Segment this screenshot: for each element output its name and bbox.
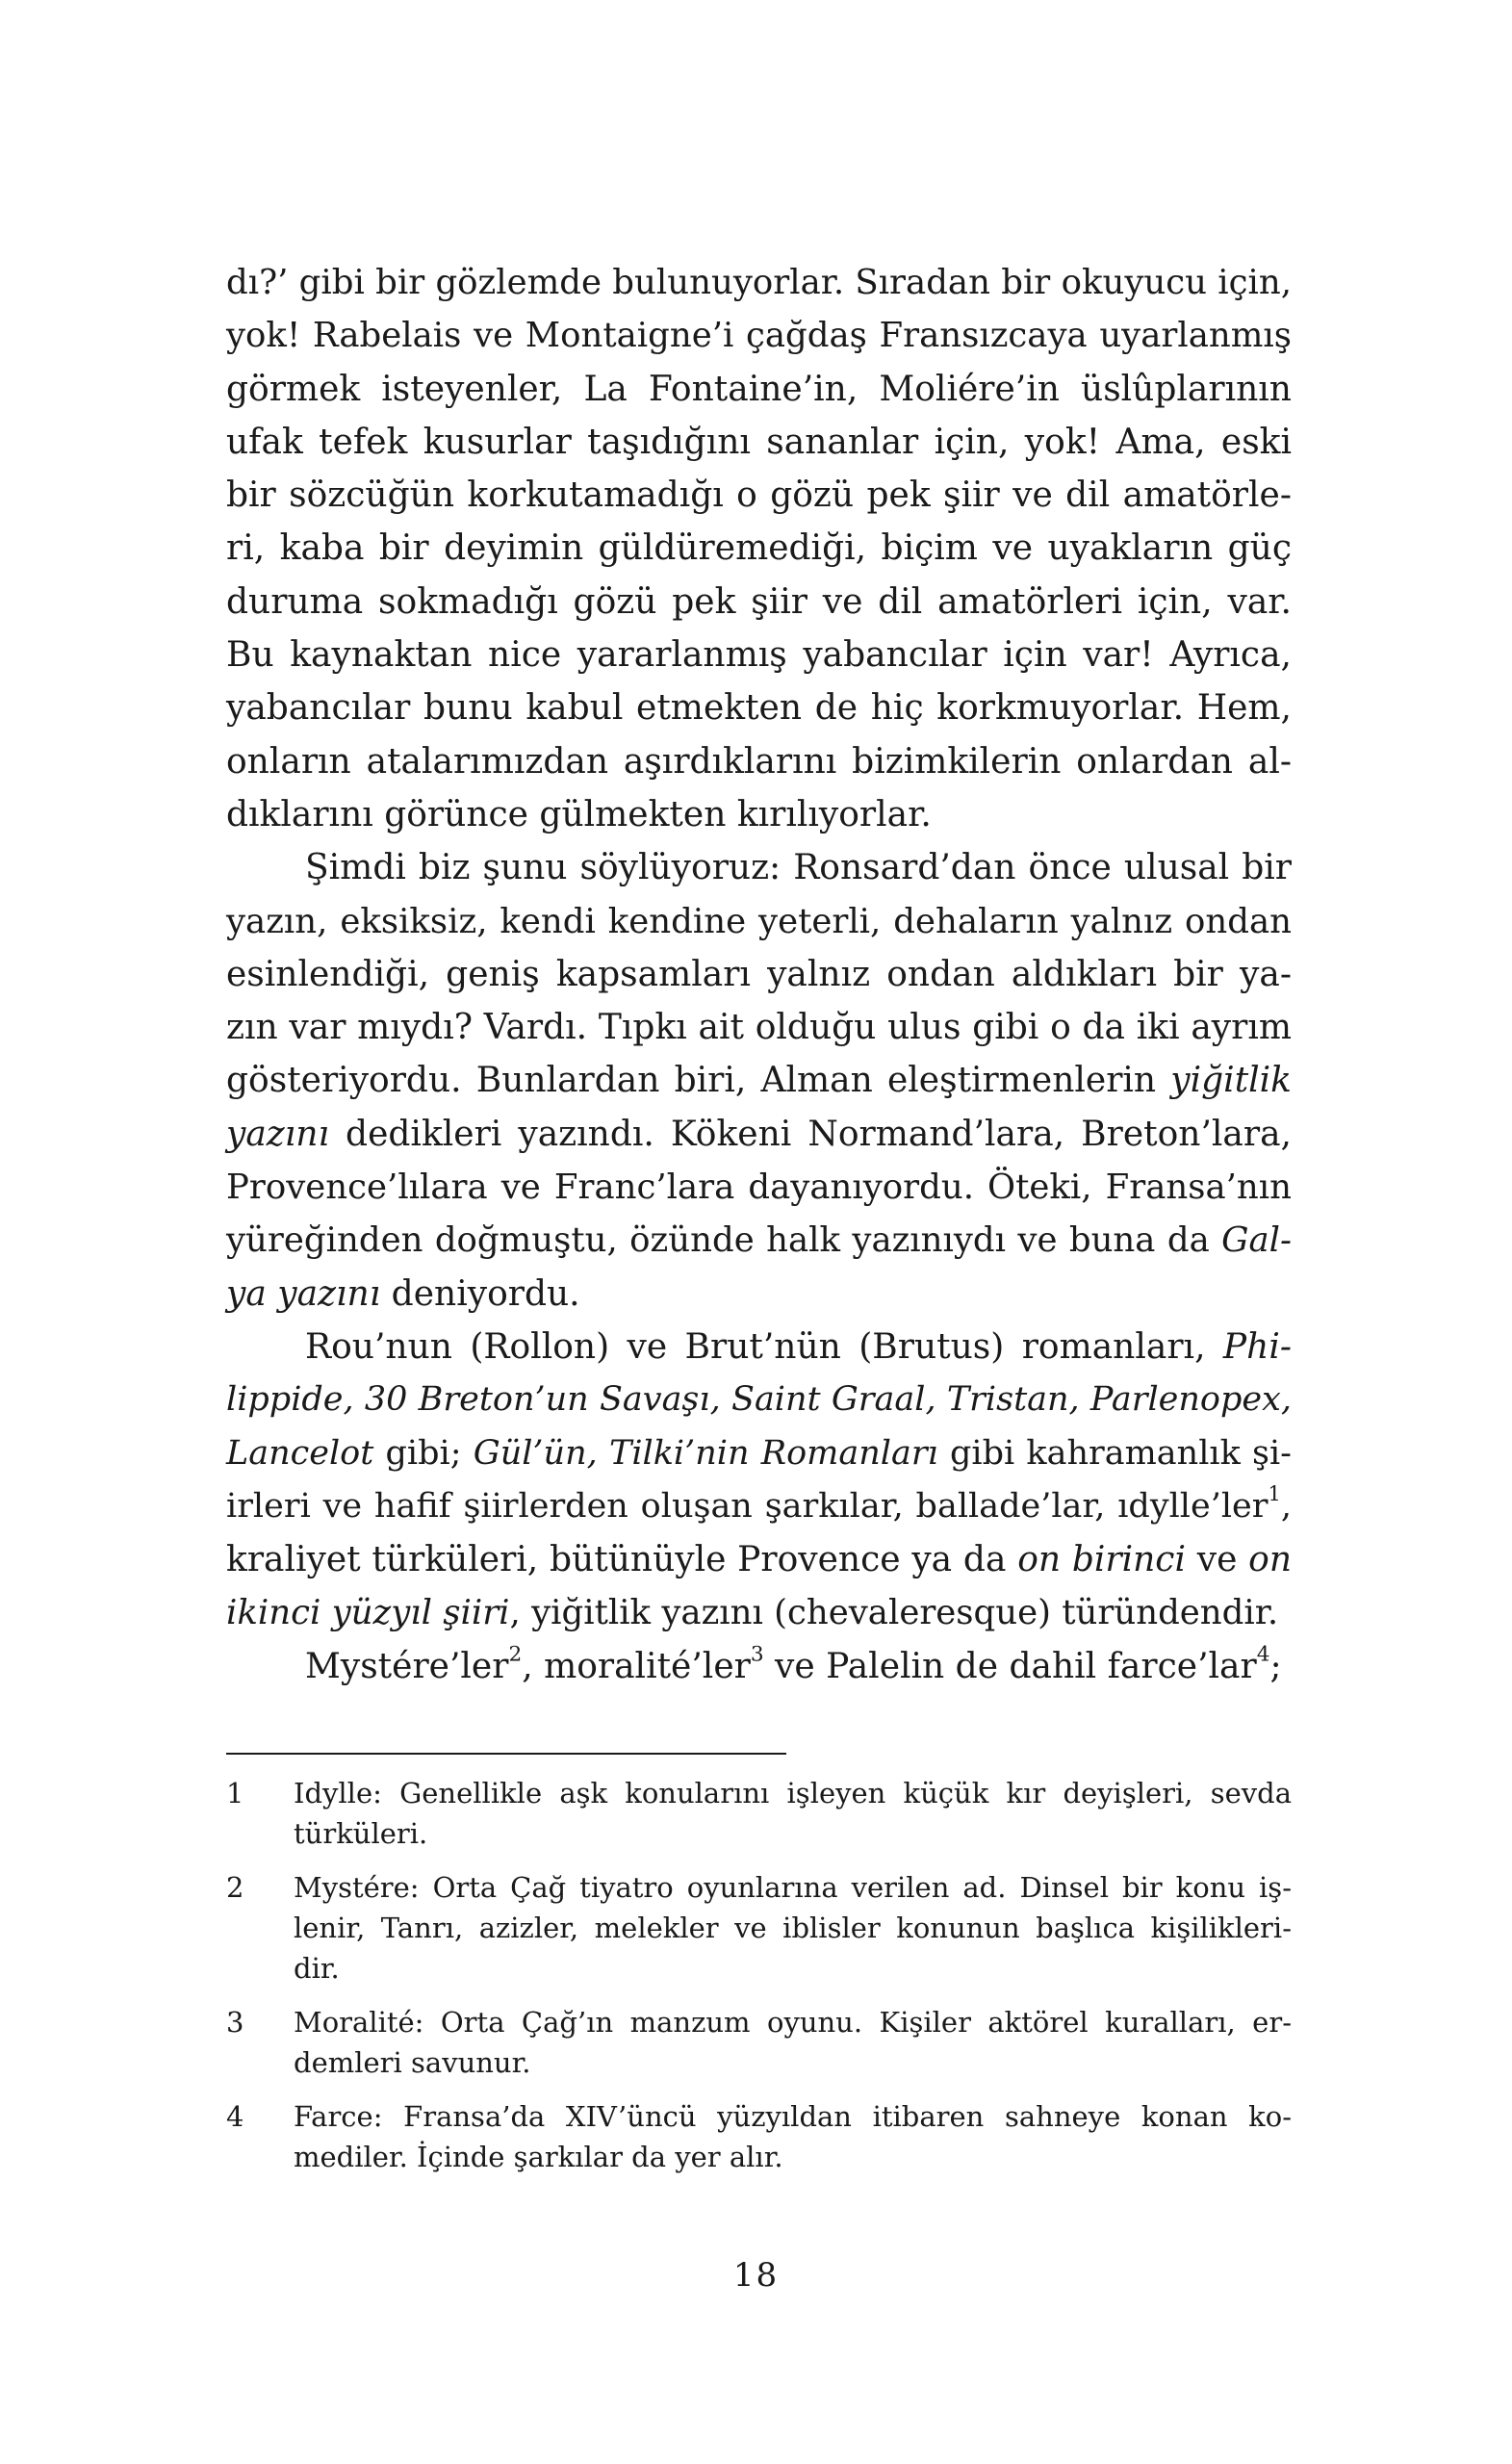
text-line — [226, 1321, 1292, 1373]
text-segment: , — [1280, 1486, 1292, 1526]
footnote-number: 2 — [226, 1871, 244, 1904]
footnote — [226, 1867, 1292, 1989]
text-line — [226, 895, 1292, 948]
text-segment: gibi; — [373, 1433, 474, 1473]
text-segment: ; — [1269, 1646, 1282, 1686]
text-segment: , yiğitlik yazını (chevaleresque) türündendir. — [509, 1593, 1279, 1633]
text-segment: dı?’ gibi bir gözlemde bulunuyorlar. Sıradan bir okuyucu için, — [226, 263, 1293, 302]
text-line — [226, 629, 1292, 681]
footnote-line: türküleri. — [294, 1817, 428, 1850]
text-segment: esinlendiği, geniş kapsamları yalnız ondan aldıkları bir ya- — [226, 954, 1292, 994]
text-line — [226, 841, 1292, 894]
italic-text: on — [1248, 1540, 1293, 1580]
page-number: 18 — [732, 2256, 780, 2295]
text-line — [226, 522, 1292, 575]
text-line — [226, 1054, 1292, 1107]
italic-text: Gül’ün, Tilki’nin Romanları — [473, 1433, 938, 1473]
text-segment: Rou’nun (Rollon) ve Brut’nün (Brutus) romanları, — [305, 1326, 1223, 1367]
text-segment: yabancılar bunu kabul etmekten de hiç korkmuyorlar. Hem, — [226, 688, 1292, 729]
footnote-line: Mystére: Orta Çağ tiyatro oyunlarına verilen ad. Dinsel bir konu iş- — [294, 1871, 1292, 1904]
footnote-line: mediler. İçinde şarkılar da yer alır. — [294, 2141, 783, 2173]
main-text — [226, 256, 1292, 1693]
footnote-line: Moralité: Orta Çağ’ın manzum oyunu. Kişiler aktörel kuralları, er- — [294, 2006, 1292, 2039]
paragraph — [226, 1640, 1292, 1693]
footnote-ref: 2 — [508, 1642, 523, 1667]
footnote — [226, 1773, 1292, 1854]
text-line — [226, 1001, 1292, 1054]
footnote-line: Idylle: Genellikle aşk konularını işleyen küçük kır deyişleri, sevda — [294, 1777, 1292, 1810]
footnote — [226, 2002, 1292, 2083]
text-segment: yazın, eksiksiz, kendi kendine yeterli, dehaların yalnız ondan — [226, 901, 1292, 941]
text-segment: Bu kaynaktan nice yararlanmış yabancılar için var! Ayrıca, — [226, 635, 1292, 676]
italic-text: on birinci — [1017, 1540, 1186, 1580]
footnote-ref: 3 — [750, 1642, 764, 1667]
footnotes — [226, 1773, 1292, 2191]
text-line — [226, 1108, 1292, 1161]
italic-text: lippide, 30 Breton’un Savaşı, Saint Graal, Tristan, Parlenopex, — [226, 1380, 1292, 1420]
text-segment: duruma sokmadığı gözü pek şiir ve dil amatörleri için, var. — [226, 581, 1292, 622]
footnote-line: demleri savunur. — [294, 2046, 531, 2079]
text-line — [226, 1427, 1292, 1480]
text-segment: dıklarını görünce gülmekten kırılıyorlar. — [226, 794, 932, 834]
italic-text: Phi- — [1222, 1326, 1292, 1367]
text-segment: bir sözcüğün korkutamadığı o gözü pek şiir ve dil amatörle- — [226, 475, 1292, 516]
text-segment: kraliyet türküleri, bütünüyle Provence ya da — [226, 1540, 1018, 1580]
text-line — [226, 363, 1292, 416]
text-segment: onların atalarımızdan aşırdıklarını bizimkilerin onlardan al- — [226, 741, 1292, 782]
text-line — [226, 735, 1292, 788]
text-line — [226, 788, 1292, 841]
text-segment: zın var mıydı? Vardı. Tıpkı ait olduğu ulus gibi o da iki ayrım — [226, 1008, 1292, 1048]
text-segment: , moralité’ler — [522, 1646, 751, 1686]
text-segment: gösteriyordu. Bunlardan biri, Alman eleştirmenlerin — [226, 1061, 1171, 1101]
footnote-line: lenir, Tanrı, azizler, melekler ve iblisler konunun başlıca kişilikleri- — [294, 1912, 1292, 1944]
text-segment: ufak tefek kusurlar taşıdığını sananlar için, yok! Ama, eski — [226, 422, 1292, 462]
text-segment: Provence’lılara ve Franc’lara dayanıyordu. Öteki, Fransa’nın — [226, 1168, 1292, 1208]
text-segment: ri, kaba bir deyimin güldüremediği, biçim ve uyakların güç — [226, 528, 1292, 569]
text-line — [226, 256, 1292, 309]
italic-text: yazını — [226, 1114, 329, 1154]
footnote-line: dir. — [294, 1952, 340, 1985]
text-line — [226, 309, 1292, 362]
footnote-ref: 1 — [1268, 1482, 1281, 1506]
text-line — [226, 948, 1292, 1001]
text-segment: dedikleri yazındı. Kökeni Normand’lara, Breton’lara, — [328, 1114, 1292, 1154]
text-segment: gibi kahramanlık şi- — [937, 1433, 1292, 1473]
text-line — [226, 1161, 1292, 1214]
text-line — [226, 469, 1292, 522]
text-segment: irleri ve hafif şiirlerden oluşan şarkılar, ballade’lar, ıdylle’ler — [226, 1486, 1269, 1526]
text-line — [226, 1480, 1292, 1533]
italic-text: Gal- — [1221, 1220, 1292, 1261]
paragraph — [226, 1321, 1292, 1640]
italic-text: yiğitlik — [1170, 1061, 1292, 1101]
text-line — [226, 416, 1292, 469]
text-line — [226, 1268, 1292, 1321]
text-line — [226, 1640, 1292, 1693]
footnote — [226, 2096, 1292, 2177]
paragraph — [226, 841, 1292, 1321]
footnote-ref: 4 — [1256, 1642, 1270, 1667]
italic-text: ikinci yüzyıl şiiri — [226, 1593, 510, 1633]
text-line — [226, 1586, 1292, 1639]
text-segment: ve — [1185, 1540, 1249, 1580]
text-segment: deniyordu. — [380, 1273, 580, 1314]
text-line — [226, 1214, 1292, 1267]
text-line — [226, 1533, 1292, 1586]
paragraph — [226, 256, 1292, 841]
text-segment: ve Palelin de dahil farce’lar — [763, 1646, 1257, 1686]
footnote-line: Farce: Fransa’da XIV’üncü yüzyıldan itibaren sahneye konan ko- — [294, 2100, 1292, 2133]
footnote-number: 4 — [226, 2100, 244, 2133]
text-segment: görmek isteyenler, La Fontaine’in, Moliére’in üslûplarının — [226, 369, 1292, 409]
footnote-number: 1 — [226, 1777, 244, 1810]
text-line — [226, 576, 1292, 629]
text-segment: Mystére’ler — [305, 1646, 509, 1686]
text-segment: Şimdi biz şunu söylüyoruz: Ronsard’dan önce ulusal bir — [305, 848, 1292, 888]
footnote-number: 3 — [226, 2006, 244, 2039]
text-segment: yok! Rabelais ve Montaigne’i çağdaş Fransızcaya uyarlanmış — [226, 316, 1292, 356]
italic-text: ya yazını — [226, 1273, 381, 1314]
italic-text: Lancelot — [226, 1433, 374, 1473]
footnote-separator — [226, 1753, 786, 1755]
text-line — [226, 681, 1292, 734]
text-line — [226, 1373, 1292, 1426]
text-segment: yüreğinden doğmuştu, özünde halk yazınıydı ve buna da — [226, 1220, 1222, 1261]
